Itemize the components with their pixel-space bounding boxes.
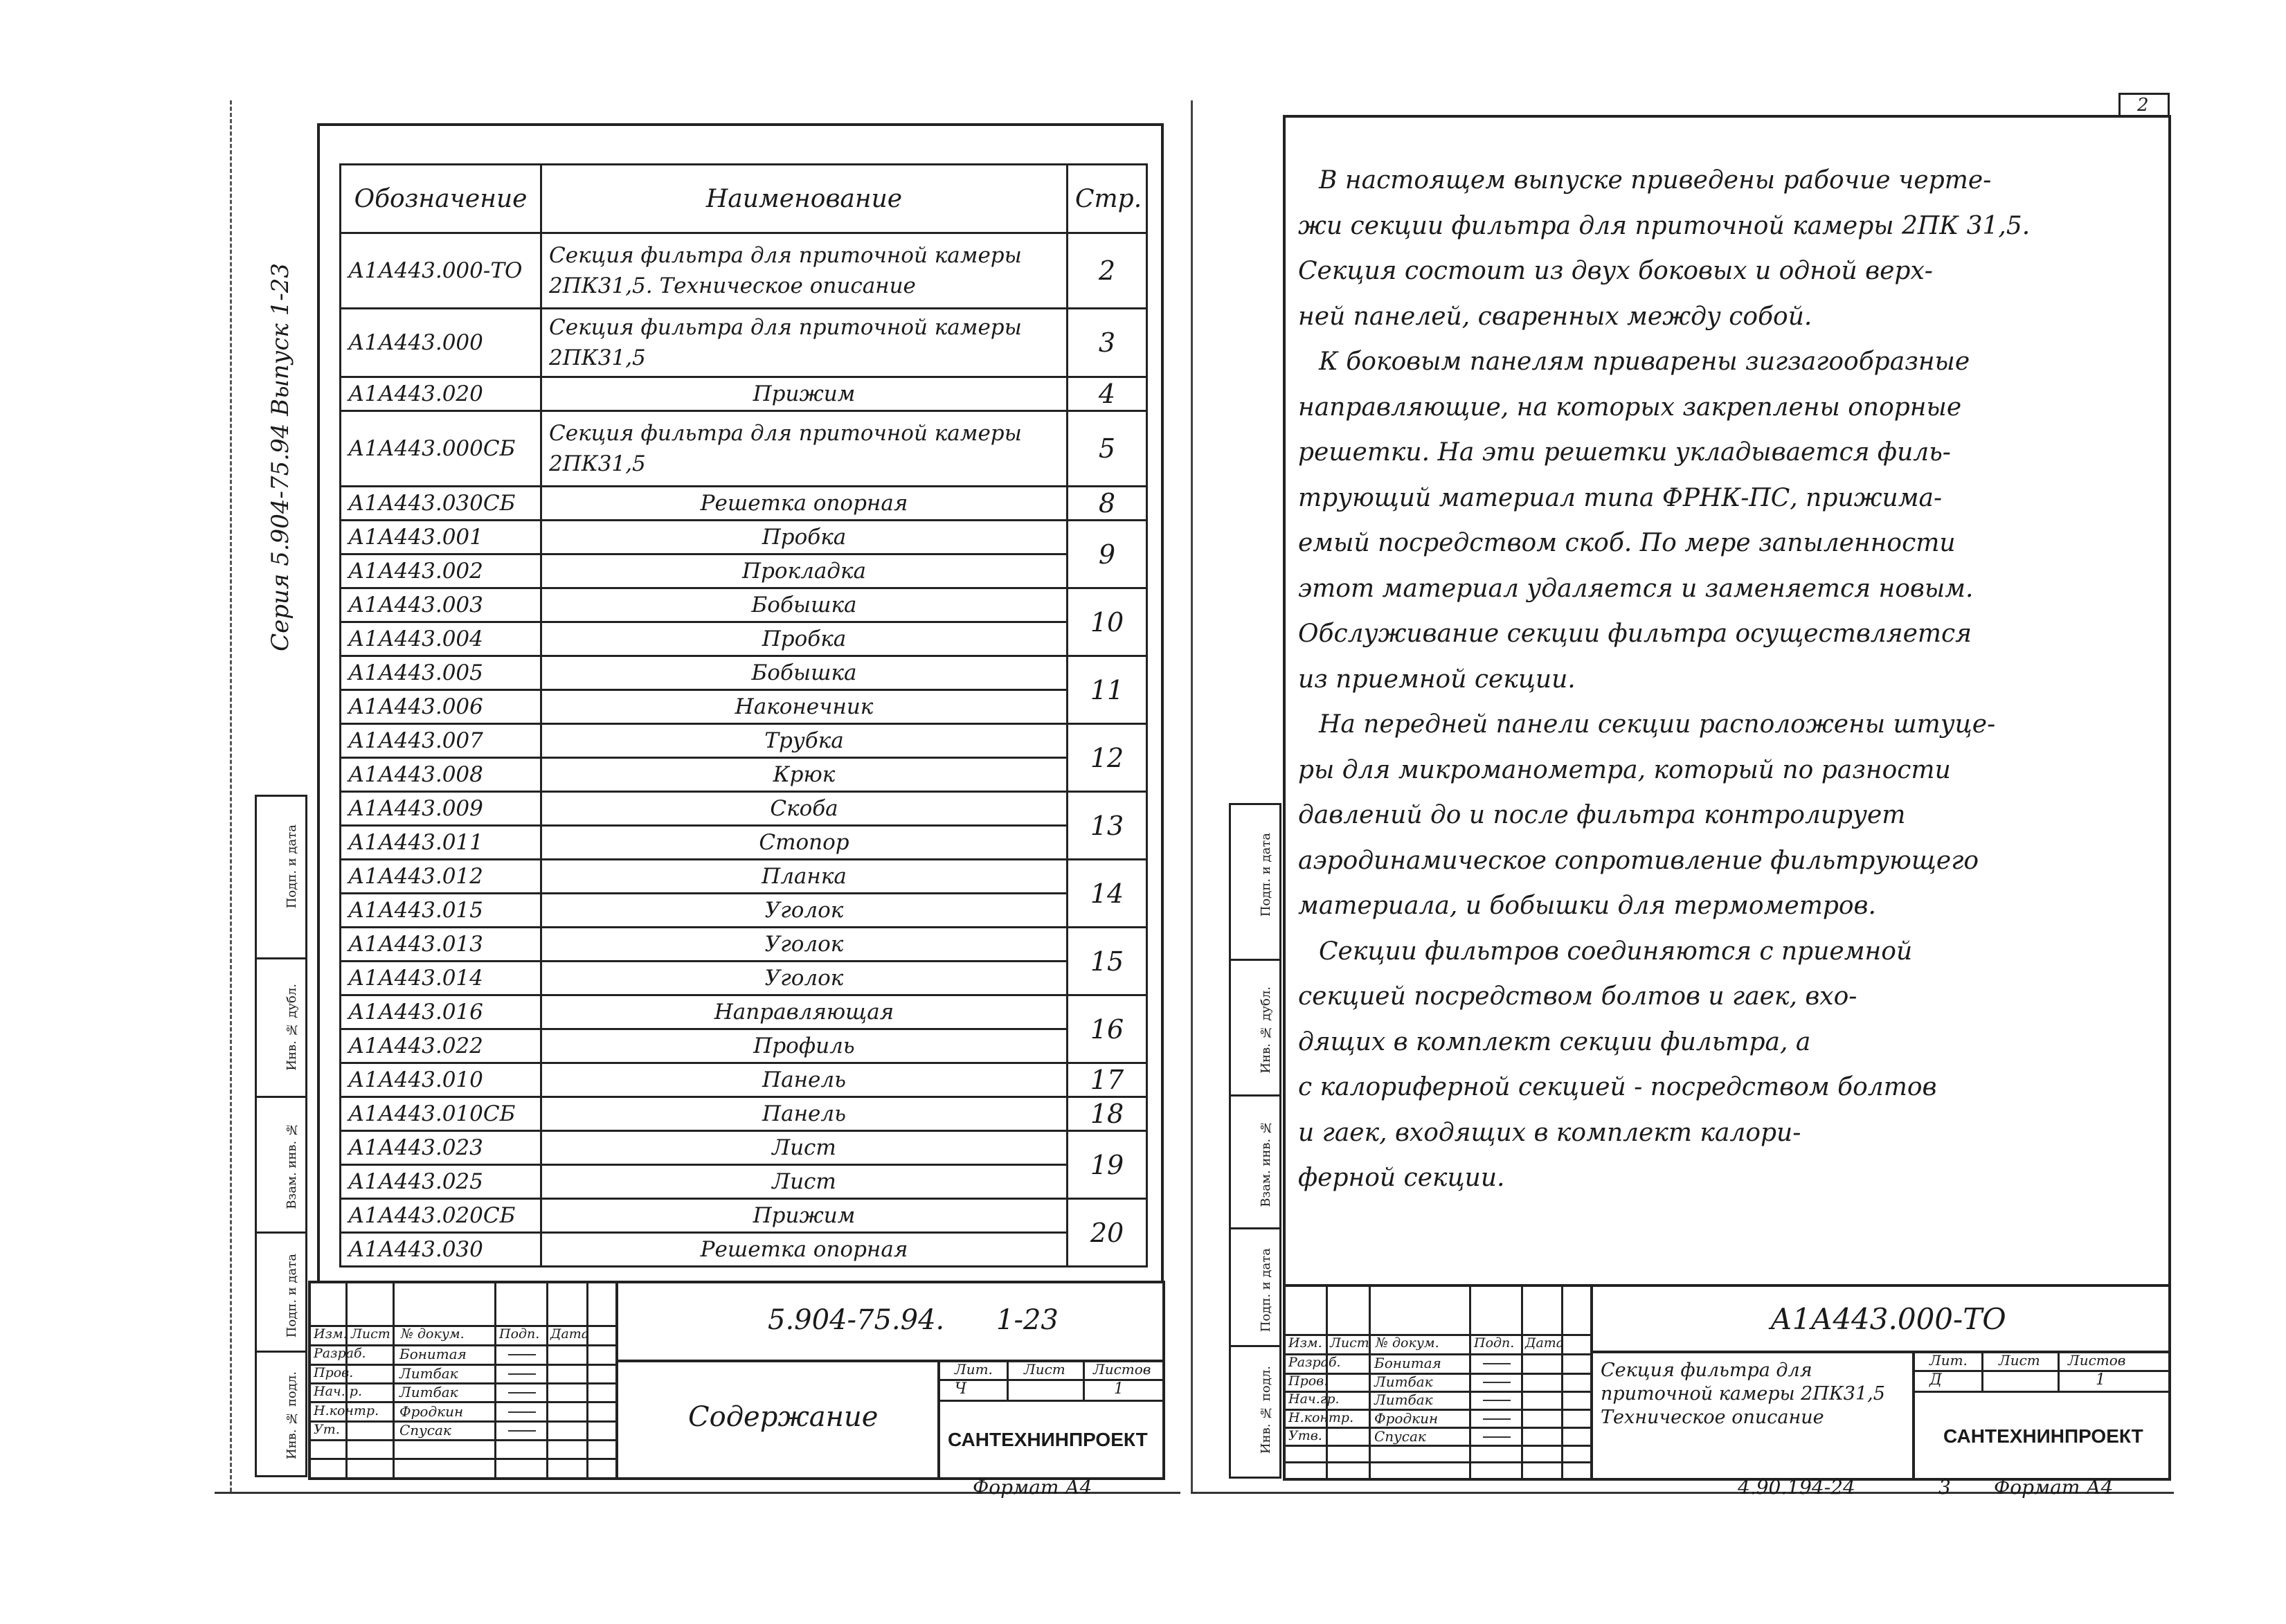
row-name: Направляющая	[541, 995, 1068, 1029]
stamp-header-sign: Подп.	[1474, 1335, 1515, 1351]
stamp-person-name: Спусак	[1374, 1428, 1426, 1445]
stamp-person-name: Спусак	[399, 1422, 451, 1438]
row-name: Решетка опорная	[541, 1233, 1068, 1267]
row-code: А1А443.012	[341, 860, 541, 894]
table-row	[341, 928, 1147, 962]
row-page: 9	[1068, 521, 1147, 588]
stamp-signature	[1483, 1418, 1511, 1420]
stamp-role: Ут.	[314, 1422, 340, 1437]
row-page: 17	[1068, 1063, 1147, 1097]
stamp-header-list: Лист	[1330, 1335, 1369, 1351]
stamp-sheet-header: Лист	[1024, 1361, 1065, 1378]
stamp-signature	[1483, 1382, 1511, 1383]
row-code: А1А443.013	[341, 928, 541, 962]
row-page: 13	[1068, 792, 1147, 860]
stamp-sheet-header: Лист	[1999, 1352, 2040, 1369]
header-code: Обозначение	[341, 165, 541, 233]
stamp-signature	[508, 1354, 536, 1355]
side-stamp-col: Инв. № подл.	[285, 1371, 299, 1460]
stamp-org: САНТЕХНИНПРОЕКТ	[948, 1429, 1148, 1450]
row-name: Уголок	[541, 928, 1068, 962]
table-row	[341, 690, 1147, 724]
header-name: Наименование	[541, 165, 1068, 233]
row-page: 11	[1068, 656, 1147, 724]
stamp-header-doc: № докум.	[401, 1326, 465, 1342]
row-page: 5	[1068, 411, 1147, 487]
row-page: 12	[1068, 724, 1147, 792]
row-name: Лист	[541, 1165, 1068, 1199]
text-line: из приемной секции.	[1298, 665, 1576, 694]
row-code: А1А443.010СБ	[341, 1097, 541, 1131]
table-row	[341, 894, 1147, 928]
stamp-header-sign: Подп.	[499, 1326, 540, 1342]
stamp-lit-value: Д	[1929, 1371, 1942, 1389]
row-name: Стопор	[541, 826, 1068, 860]
right-format-label: Формат А4	[1994, 1476, 2114, 1499]
row-code: А1А443.005	[341, 656, 541, 690]
table-row	[341, 588, 1147, 622]
stamp-role: Пров.	[314, 1364, 354, 1380]
text-line: ры для микроманометра, который по разности	[1298, 755, 1951, 784]
table-row	[341, 724, 1147, 758]
row-name: Секция фильтра для приточной камеры 2ПК31,5	[541, 411, 1068, 487]
stamp-person-name: Бонитая	[1374, 1355, 1441, 1371]
row-name: Планка	[541, 860, 1068, 894]
side-stamp-col: Инв. № подл.	[1259, 1366, 1273, 1454]
table-row	[341, 309, 1147, 377]
row-page: 4	[1068, 377, 1147, 411]
right-binding-line	[1191, 100, 1193, 1492]
side-stamp-col: Подп. и дата	[285, 824, 299, 909]
row-name: Наконечник	[541, 690, 1068, 724]
stamp-signature	[1483, 1363, 1511, 1364]
table-row	[341, 1131, 1147, 1165]
row-code: А1А443.010	[341, 1063, 541, 1097]
side-stamp-col: Взам. инв. №	[285, 1122, 299, 1209]
text-line: этот материал удаляется и заменяется новым.	[1298, 574, 1974, 603]
table-row	[341, 1097, 1147, 1131]
stamp-role: Н.контр.	[1288, 1409, 1354, 1425]
table-row	[341, 1199, 1147, 1233]
row-name: Пробка	[541, 622, 1068, 656]
stamp-lit-header: Лит.	[1929, 1352, 1968, 1369]
text-line: секцией посредством болтов и гаек, вхо-	[1298, 982, 1857, 1011]
row-code: А1А443.007	[341, 724, 541, 758]
stamp-designation: А1А443.000-ТО	[1770, 1302, 2006, 1336]
stamp-header-izm: Изм.	[314, 1326, 348, 1342]
text-line: и гаек, входящих в комплект калори-	[1298, 1118, 1801, 1147]
row-code: А1А443.000-ТО	[341, 233, 541, 309]
row-code: А1А443.023	[341, 1131, 541, 1165]
side-stamp-col: Инв. № дубл.	[1259, 986, 1273, 1074]
row-name: Решетка опорная	[541, 487, 1068, 521]
row-code: А1А443.011	[341, 826, 541, 860]
stamp-role: Разраб.	[314, 1346, 366, 1361]
row-code: А1А443.004	[341, 622, 541, 656]
row-code: А1А443.014	[341, 962, 541, 995]
row-code: А1А443.016	[341, 995, 541, 1029]
stamp-lit-value: Ч	[955, 1380, 967, 1398]
stamp-header-doc: № докум.	[1376, 1335, 1439, 1351]
stamp-signature	[508, 1392, 536, 1393]
text-line: жи секции фильтра для приточной камеры 2ПК 31,5.	[1298, 211, 2031, 240]
text-line: Обслуживание секции фильтра осуществляется	[1298, 620, 1972, 648]
table-row	[341, 521, 1147, 554]
table-row	[341, 487, 1147, 521]
stamp-person-name: Литбак	[399, 1384, 458, 1400]
stamp-role: Нач. р.	[314, 1384, 362, 1399]
table-row	[341, 1165, 1147, 1199]
text-line: емый посредством скоб. По мере запыленности	[1298, 529, 1956, 557]
table-row	[341, 622, 1147, 656]
table-row	[341, 1029, 1147, 1063]
stamp-role: Нач.гр.	[1288, 1391, 1340, 1407]
stamp-role: Утв.	[1288, 1428, 1322, 1443]
row-code: А1А443.030	[341, 1233, 541, 1267]
row-page: 20	[1068, 1199, 1147, 1267]
text-line: В настоящем выпуске приведены рабочие черте-	[1319, 166, 1992, 195]
row-name: Лист	[541, 1131, 1068, 1165]
row-name: Панель	[541, 1063, 1068, 1097]
text-line: ней панелей, сваренных между собой.	[1298, 302, 1812, 331]
text-line: К боковым панелям приварены зигзагообразные	[1319, 348, 1970, 376]
row-code: А1А443.025	[341, 1165, 541, 1199]
row-code: А1А443.020	[341, 377, 541, 411]
stamp-lit-header: Лит.	[955, 1361, 993, 1378]
row-code: А1А443.020СБ	[341, 1199, 541, 1233]
table-row	[341, 1233, 1147, 1267]
left-side-stamp	[255, 795, 307, 1477]
left-binding-line	[230, 100, 232, 1492]
row-code: А1А443.008	[341, 758, 541, 792]
table-row	[341, 962, 1147, 995]
row-name: Скоба	[541, 792, 1068, 826]
text-line: Секция состоит из двух боковых и одной верх-	[1298, 257, 1933, 285]
row-name: Секция фильтра для приточной камеры 2ПК31,5. Техническое описание	[541, 233, 1068, 309]
row-name: Бобышка	[541, 656, 1068, 690]
stamp-header-date: Дата	[1525, 1335, 1565, 1351]
page-number-box	[2118, 93, 2170, 117]
right-title-block	[1283, 1284, 2171, 1481]
stamp-person-name: Фродкин	[1374, 1409, 1439, 1427]
stamp-sheets-header: Листов	[2068, 1352, 2126, 1369]
text-line: направляющие, на которых закреплены опорные	[1298, 393, 1962, 422]
left-title-block	[308, 1281, 1165, 1480]
stamp-sheets-value: 1	[2096, 1371, 2105, 1389]
side-stamp-col: Взам. инв. №	[1259, 1120, 1273, 1207]
page-number: 2	[2137, 95, 2149, 116]
stamp-header-izm: Изм.	[1288, 1335, 1322, 1351]
text-line: На передней панели секции расположены штуце-	[1319, 710, 1996, 739]
stamp-sheets-header: Листов	[1093, 1361, 1151, 1378]
stamp-sheets-value: 1	[1114, 1380, 1124, 1398]
stamp-role: Пров.	[1288, 1373, 1329, 1389]
row-code: А1А443.002	[341, 554, 541, 588]
row-name: Пробка	[541, 521, 1068, 554]
row-code: А1А443.000СБ	[341, 411, 541, 487]
row-name: Трубка	[541, 724, 1068, 758]
table-row	[341, 995, 1147, 1029]
stamp-person-name: Литбак	[1374, 1373, 1433, 1390]
table-row	[341, 554, 1147, 588]
table-row	[341, 411, 1147, 487]
header-page: Стр.	[1068, 165, 1147, 233]
row-code: А1А443.030СБ	[341, 487, 541, 521]
footer-page: 3	[1938, 1476, 1951, 1499]
row-name: Секция фильтра для приточной камеры 2ПК31,5	[541, 309, 1068, 377]
text-line: трующий материал типа ФРНК-ПС, прижима-	[1298, 483, 1943, 512]
stamp-header-list: Лист	[351, 1326, 390, 1342]
stamp-title: Содержание	[688, 1401, 879, 1433]
stamp-person-name: Фродкин	[399, 1402, 464, 1420]
side-stamp-col: Инв. № дубл.	[285, 984, 299, 1071]
stamp-org: САНТЕХНИНПРОЕКТ	[1943, 1425, 2143, 1447]
row-page: 16	[1068, 995, 1147, 1063]
table-row	[341, 1063, 1147, 1097]
row-page: 19	[1068, 1131, 1147, 1199]
text-line: материала, и бобышки для термометров.	[1298, 892, 1876, 920]
text-line: ферной секции.	[1298, 1164, 1505, 1192]
row-name: Прижим	[541, 377, 1068, 411]
table-header-row	[341, 165, 1147, 233]
side-stamp-col: Подп. и дата	[285, 1254, 299, 1338]
table-row	[341, 860, 1147, 894]
row-code: А1А443.009	[341, 792, 541, 826]
row-page: 2	[1068, 233, 1147, 309]
table-row	[341, 758, 1147, 792]
side-stamp-col: Подп. и дата	[1259, 1248, 1273, 1333]
row-code: А1А443.015	[341, 894, 541, 928]
text-line: решетки. На эти решетки укладывается филь-	[1298, 438, 1951, 467]
stamp-signature	[508, 1373, 536, 1375]
stamp-signature	[1483, 1436, 1511, 1438]
row-code: А1А443.006	[341, 690, 541, 724]
stamp-role: Разраб.	[1288, 1355, 1341, 1370]
row-name: Крюк	[541, 758, 1068, 792]
row-code: А1А443.003	[341, 588, 541, 622]
table-row	[341, 656, 1147, 690]
text-line: с калориферной секцией - посредством болтов	[1298, 1073, 1937, 1101]
row-name: Прижим	[541, 1199, 1068, 1233]
text-line: давлений до и после фильтра контролирует	[1298, 801, 1906, 829]
table-row	[341, 792, 1147, 826]
stamp-title: Секция фильтра для приточной камеры 2ПК31,5 Техническое описание	[1601, 1360, 1885, 1428]
row-page: 3	[1068, 309, 1147, 377]
stamp-signature	[1483, 1400, 1511, 1401]
table-row	[341, 233, 1147, 309]
row-name: Панель	[541, 1097, 1068, 1131]
row-page: 18	[1068, 1097, 1147, 1131]
row-code: А1А443.000	[341, 309, 541, 377]
row-page: 10	[1068, 588, 1147, 656]
stamp-designation: 5.904-75.94.	[768, 1304, 945, 1336]
text-line: Секции фильтров соединяются с приемной	[1319, 937, 1913, 966]
stamp-person-name: Бонитая	[399, 1346, 467, 1362]
contents-table	[339, 163, 1148, 1267]
footer-code: 4.90.194-24	[1738, 1476, 1855, 1499]
stamp-person-name: Литбак	[399, 1364, 458, 1382]
series-label: Серия 5.904-75.94 Выпуск 1-23	[267, 263, 294, 651]
text-line: аэродинамическое сопротивление фильтрующего	[1298, 846, 1979, 875]
row-name: Прокладка	[541, 554, 1068, 588]
side-stamp-col: Подп. и дата	[1259, 833, 1273, 917]
stamp-signature	[508, 1411, 536, 1413]
right-side-stamp	[1229, 803, 1281, 1479]
stamp-person-name: Литбак	[1374, 1391, 1433, 1408]
stamp-role: Н.контр.	[314, 1402, 379, 1418]
stamp-header-date: Дата	[550, 1326, 590, 1342]
stamp-issue: 1-23	[996, 1304, 1059, 1336]
text-line: дящих в комплект секции фильтра, а	[1298, 1027, 1811, 1056]
row-code: А1А443.001	[341, 521, 541, 554]
table-row	[341, 826, 1147, 860]
row-name: Бобышка	[541, 588, 1068, 622]
row-name: Уголок	[541, 894, 1068, 928]
stamp-signature	[508, 1430, 536, 1432]
row-name: Профиль	[541, 1029, 1068, 1063]
row-page: 8	[1068, 487, 1147, 521]
row-name: Уголок	[541, 962, 1068, 995]
row-page: 15	[1068, 928, 1147, 995]
row-code: А1А443.022	[341, 1029, 541, 1063]
table-row	[341, 377, 1147, 411]
row-page: 14	[1068, 860, 1147, 928]
left-format-label: Формат А4	[973, 1476, 1092, 1499]
